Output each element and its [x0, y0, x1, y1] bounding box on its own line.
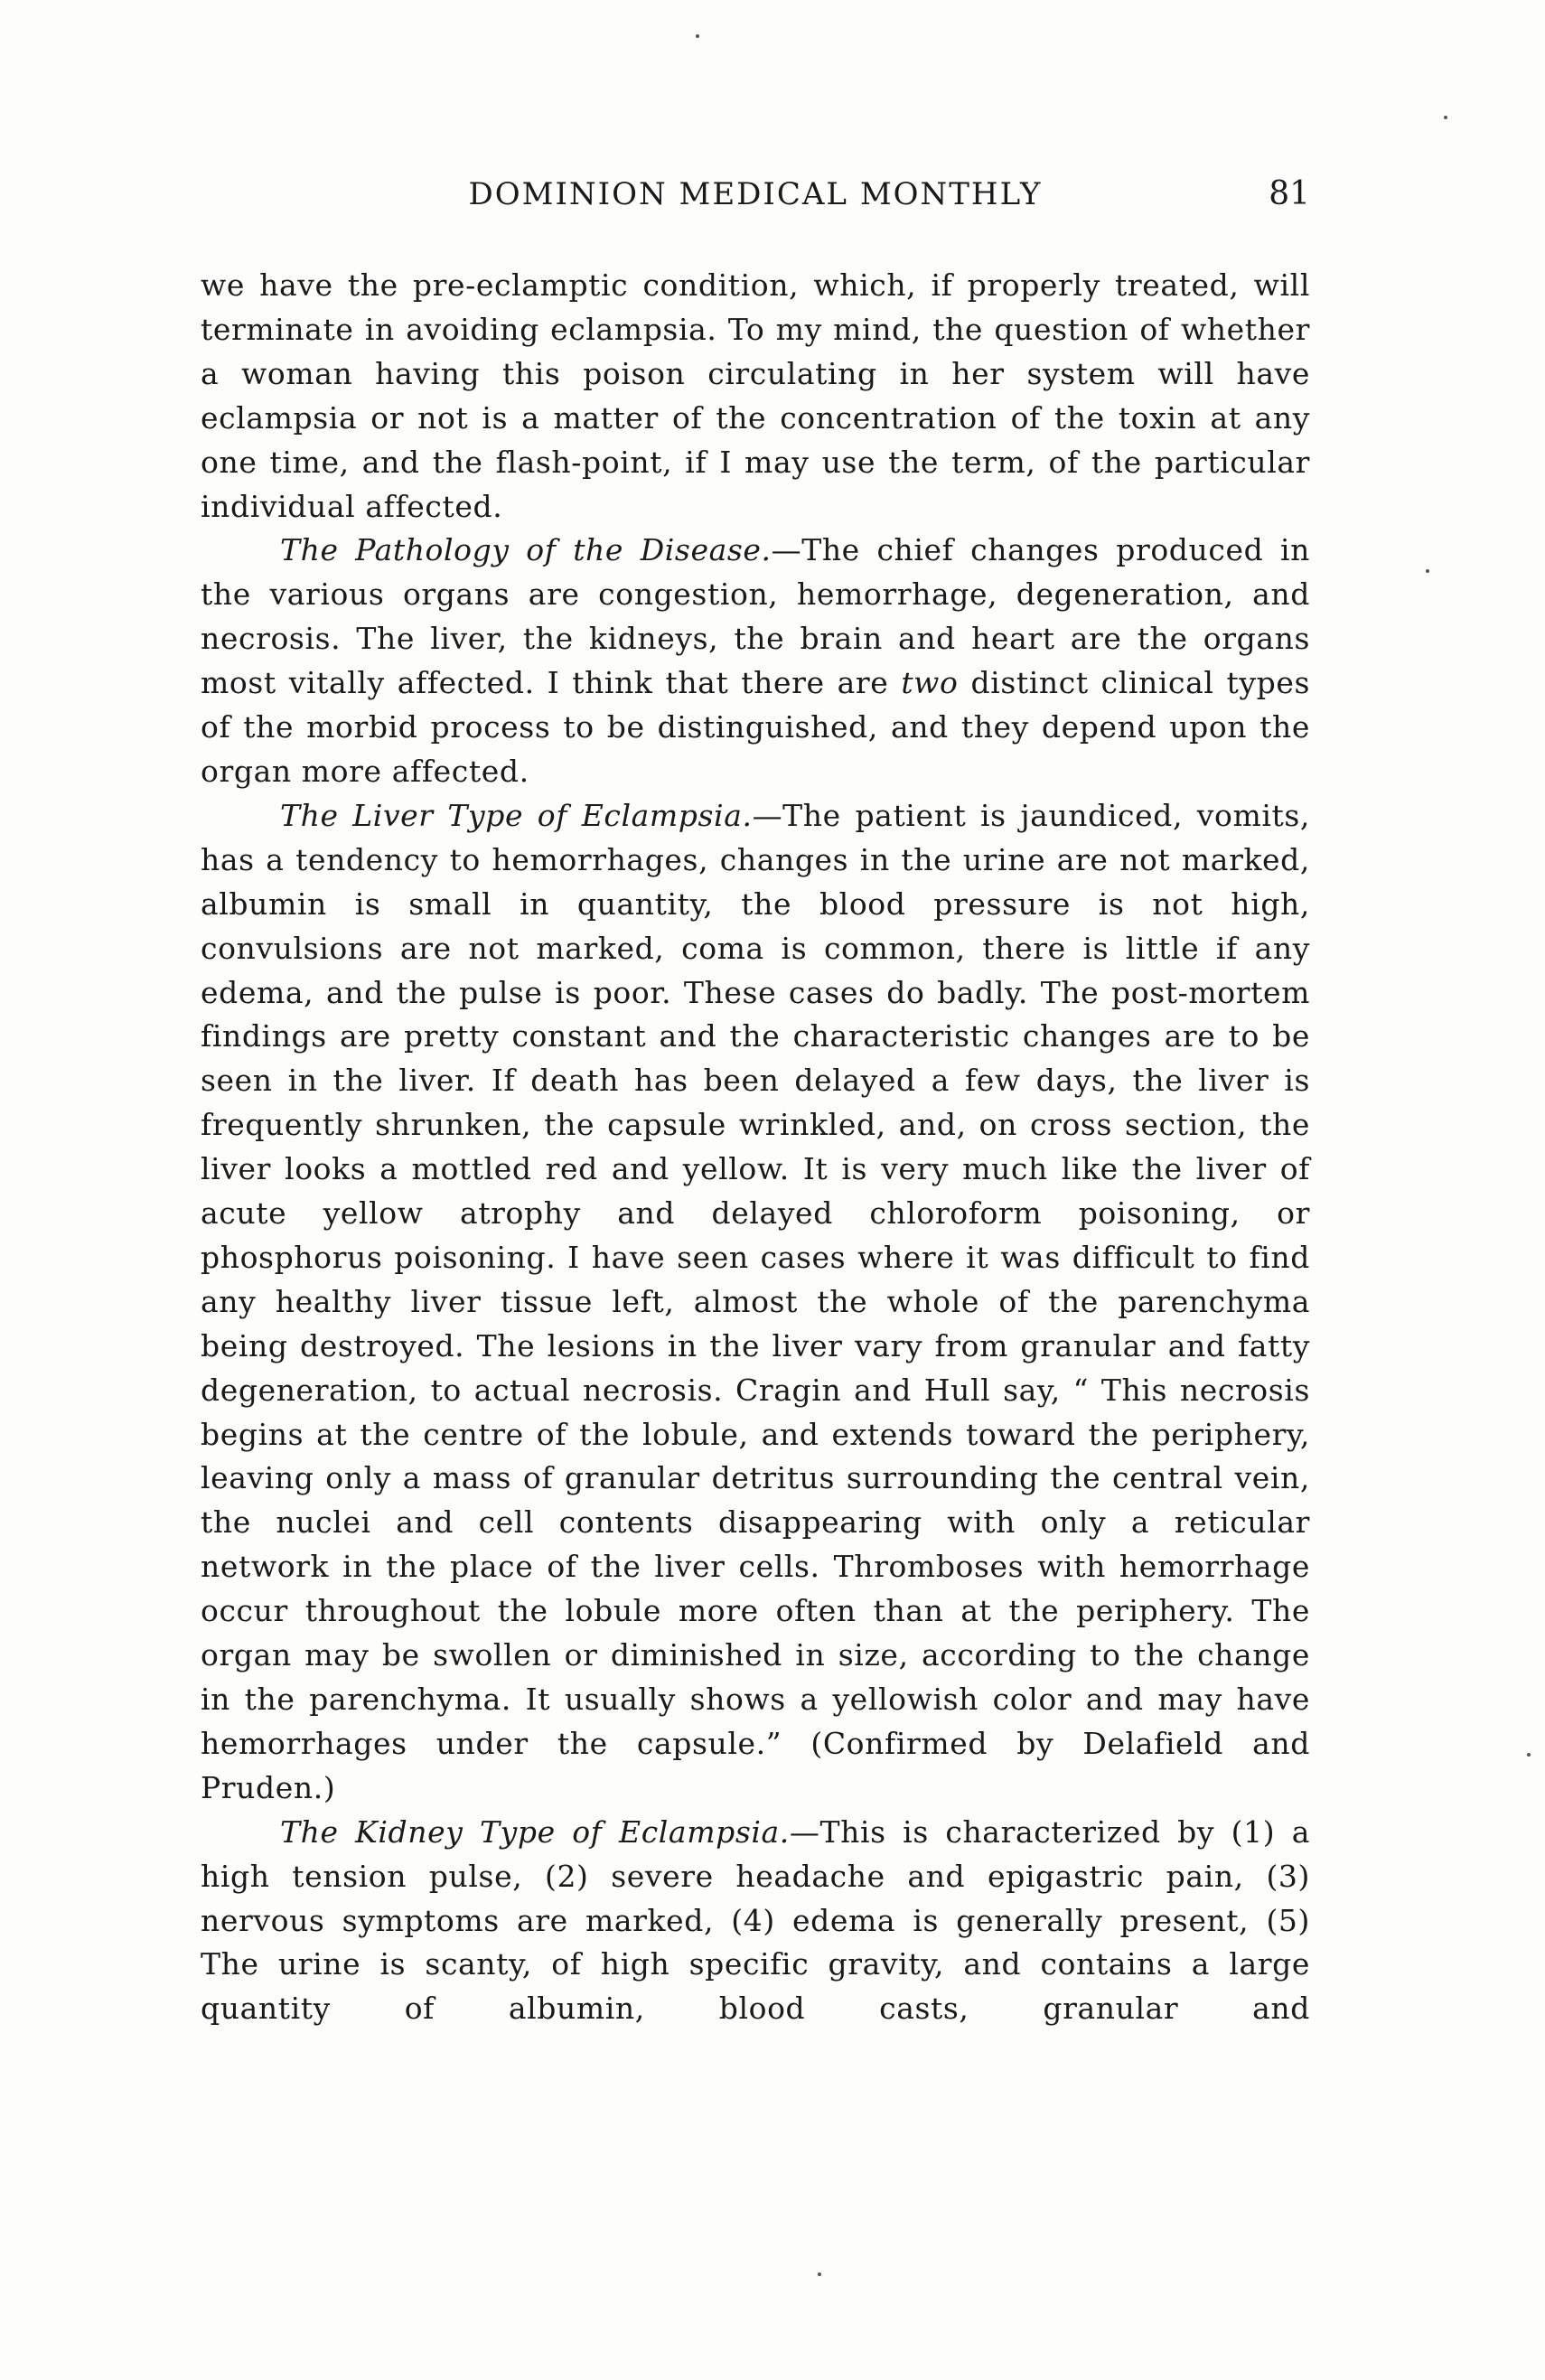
section-heading-kidney-type: The Kidney Type of Eclampsia.: [280, 1813, 790, 1850]
paragraph-text: we have the pre-eclamptic condition, which, if properly treated, will terminate in avoiding eclampsia. To my mind, the question of whether a woman having this poison circulating in her system will have eclampsia or not is a matter of the concentration of the toxin at any one time, and the flash-point, if I may use the term, of the particular individual affected.: [201, 267, 1310, 524]
scan-speck: [818, 2272, 821, 2276]
emphasis-two: two: [901, 665, 959, 701]
page-number: 81: [1269, 175, 1310, 212]
paragraph-kidney-type: [201, 1811, 1310, 2032]
scan-speck: [1426, 569, 1429, 573]
paragraph-text: distinct clinical types of the morbid process to be distinguished, and they depend upon the organ more affected.: [201, 665, 1310, 789]
paragraph-text: —The chief changes produced in the various organs are congestion, hemorrhage, degeneration, and necrosis. The liver, the kidneys, the brain and heart are the organs most vitally affected. I think that there are: [201, 532, 1310, 701]
scan-speck: [696, 34, 699, 38]
paragraph-text: —This is characterized by (1) a high tension pulse, (2) severe headache and epigastric pain, (3) nervous symptoms are marked, (4) edema is generally present, (5) The urine is scanty, of high specific gravity, and contains a large quantity of albumin, blood casts, granular and: [201, 1813, 1311, 2027]
section-heading-liver-type: The Liver Type of Eclampsia.: [280, 797, 753, 833]
paragraph-continuation: [201, 264, 1310, 529]
paragraph-pathology: [201, 529, 1310, 793]
paragraph-liver-type: [201, 794, 1310, 1811]
paragraph-text: —The patient is jaundiced, vomits, has a tendency to hemorrhages, changes in the urine are not marked, albumin is small in quantity, the blood pressure is not high, convulsions are not marked, coma is common, there is little if any edema, and the pulse is poor. These cases do badly. The post-mortem findings are pretty constant and the characteristic changes are to be seen in the liver. If death has been delayed a few days, the liver is frequently shrunken, the capsule wrinkled, and, on cross section, the liver looks a mottled red and yellow. It is very much like the liver of acute yellow atrophy and delayed chloroform poisoning, or phosphorus poisoning. I have seen cases where it was difficult to find any healthy liver tissue left, almost the whole of the parenchyma being destroyed. The lesions in the liver vary from granular and fatty degeneration, to actual necrosis. Cragin and Hull say, “ This necrosis begins at the centre of the lobule, and extends toward the periphery, leaving only a mass of granular detritus surrounding the central vein, the nuclei and cell contents disappearing with only a reticular network in the place of the liver cells. Thromboses with hemorrhage occur throughout the lobule more often than at the periphery. The organ may be swollen or diminished in size, according to the change in the parenchyma. It usually shows a yellowish color and may have hemorrhages under the capsule.” (Confirmed by Delafield and Pruden.): [201, 797, 1310, 1805]
journal-title: DOMINION MEDICAL MONTHLY: [468, 176, 1043, 212]
running-head: [201, 167, 1310, 221]
scan-speck: [1527, 1753, 1531, 1757]
scan-speck: [1444, 116, 1447, 119]
section-heading-pathology: The Pathology of the Disease.: [280, 532, 772, 568]
article-body: [201, 264, 1310, 2031]
